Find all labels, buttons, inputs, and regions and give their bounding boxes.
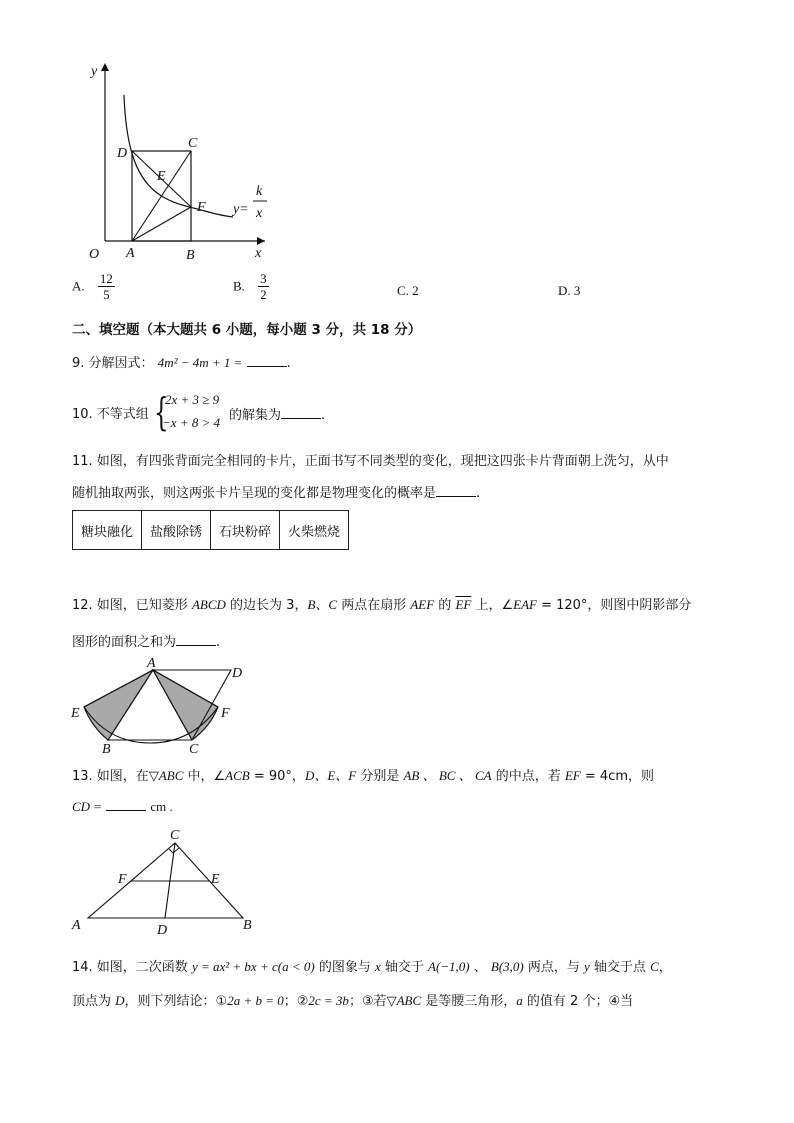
option-a-letter: A. bbox=[72, 278, 85, 294]
option-a bbox=[72, 271, 115, 302]
q10-answer-blank bbox=[281, 406, 321, 419]
q14-point-b: B(3,0) bbox=[490, 959, 524, 974]
option-d: D. 3 bbox=[558, 283, 581, 298]
q12-line-2 bbox=[72, 633, 220, 652]
q13-label-a: A bbox=[72, 918, 81, 933]
label-b: B bbox=[186, 248, 195, 263]
q13-label-b: B bbox=[243, 918, 252, 933]
q9-prefix: 9. 分解因式： bbox=[72, 356, 154, 371]
q13-label-f: F bbox=[118, 872, 127, 887]
option-b-num: 3 bbox=[260, 271, 267, 286]
card-2: 盐酸除锈 bbox=[142, 511, 211, 550]
q14-function: y = ax² + bx + c(a < 0) bbox=[191, 959, 315, 974]
q12-label-d: D bbox=[232, 666, 243, 681]
cards-table bbox=[72, 510, 349, 550]
q13-label-e: E bbox=[211, 872, 220, 887]
q13-text-a: 13. 如图，在 bbox=[72, 769, 149, 784]
label-e: E bbox=[157, 169, 166, 184]
q12-line-1 bbox=[72, 596, 691, 615]
rhombus-sector-figure bbox=[68, 655, 258, 755]
q12-aef: AEF bbox=[410, 597, 435, 612]
q12-label-b: B bbox=[102, 742, 111, 755]
label-x: x bbox=[255, 246, 262, 261]
y-axis-arrow bbox=[101, 63, 109, 71]
q9-expression: 4m² − 4m + 1 = bbox=[157, 355, 243, 370]
q14-line-1 bbox=[72, 958, 672, 977]
q12-text-e: 上，∠ bbox=[471, 598, 514, 613]
q12-label-f: F bbox=[221, 706, 230, 721]
q14-text-b: 的图象与 bbox=[314, 960, 375, 975]
q10-prefix: 10. 不等式组 bbox=[72, 407, 149, 422]
q14-text-l: 的值有 2 个；④当 bbox=[522, 994, 634, 1009]
q13-unit: cm . bbox=[150, 799, 173, 814]
q13-text-e: 的中点，若 bbox=[491, 769, 565, 784]
q12-bc: B、C bbox=[307, 597, 338, 612]
q10-inequality-2: −x + 8 > 4 bbox=[162, 415, 221, 430]
q13-line-1 bbox=[72, 767, 654, 786]
curve-label-den: x bbox=[256, 206, 263, 221]
q12-label-a: A bbox=[147, 656, 156, 671]
q13-triangle: ▽ABC bbox=[148, 768, 184, 783]
q14-triangle: ▽ABC bbox=[386, 993, 422, 1008]
q12-text-a: 12. 如图，已知菱形 bbox=[72, 598, 192, 613]
q12-eaf: EAF bbox=[513, 597, 537, 612]
q14-text-j: ；③若 bbox=[348, 994, 387, 1009]
q13-sides: AB 、 BC 、 CA bbox=[403, 768, 492, 783]
q13-answer-blank bbox=[106, 798, 146, 811]
question-9 bbox=[72, 354, 291, 373]
q13-ef: EF bbox=[564, 768, 581, 783]
q13-acb: ACB bbox=[225, 768, 250, 783]
q11-line-1: 11. 如图，有四张背面完全相同的卡片，正面书写不同类型的变化，现把这四张卡片背面朝上洗匀，从中 bbox=[72, 454, 669, 469]
q12-text-f: = 120°，则图中阴影部分 bbox=[536, 598, 692, 613]
label-d: D bbox=[117, 146, 128, 161]
q11-end: . bbox=[476, 486, 481, 501]
q12-text-c: 两点在扇形 bbox=[337, 598, 411, 613]
q11-line-2 bbox=[72, 484, 480, 503]
q14-text-k: 是等腰三角形， bbox=[421, 994, 517, 1009]
q12-label-e: E bbox=[71, 706, 80, 721]
q14-text-f: ， bbox=[658, 960, 672, 975]
q12-text-b: 的边长为 3， bbox=[225, 598, 308, 613]
q14-text-i: ；② bbox=[283, 994, 309, 1009]
label-o: O bbox=[89, 247, 100, 262]
q14-text-a: 14. 如图，二次函数 bbox=[72, 960, 192, 975]
curve-label-num: k bbox=[256, 184, 263, 199]
hyperbola-curve bbox=[124, 95, 233, 217]
q10-tail bbox=[229, 406, 325, 425]
q14-text-h: ，则下列结论：① bbox=[124, 994, 228, 1009]
card-1: 糖块融化 bbox=[73, 511, 142, 550]
hyperbola-figure bbox=[75, 55, 275, 265]
q13-text-c: = 90°， bbox=[249, 769, 305, 784]
option-a-num: 12 bbox=[99, 271, 113, 286]
q12-arc-ef: $\overline{EF}$ bbox=[455, 597, 472, 612]
q13-text-b: 中，∠ bbox=[183, 769, 226, 784]
q14-y-var: y bbox=[584, 959, 590, 974]
q14-point-d: D bbox=[115, 993, 125, 1008]
card-3: 石块粉碎 bbox=[211, 511, 280, 550]
label-c: C bbox=[188, 136, 198, 151]
q11-line-2-text: 随机抽取两张，则这两张卡片呈现的变化都是物理变化的概率是 bbox=[72, 486, 437, 501]
shaded-region-left bbox=[84, 670, 153, 740]
cards-row bbox=[73, 511, 349, 550]
q10-suffix: 的解集为 bbox=[229, 408, 282, 423]
q12-end: . bbox=[216, 635, 221, 650]
shaded-region-right bbox=[153, 670, 218, 740]
card-4: 火柴燃烧 bbox=[280, 511, 349, 550]
q14-line-2 bbox=[72, 992, 633, 1011]
q14-a-var: a bbox=[516, 993, 523, 1008]
segment-af bbox=[132, 207, 191, 241]
q13-cd: CD = bbox=[72, 799, 103, 814]
q10-end: . bbox=[321, 408, 326, 423]
option-c: C. 2 bbox=[397, 283, 419, 298]
label-y: y bbox=[91, 64, 98, 79]
option-b-letter: B. bbox=[233, 278, 245, 294]
q9-answer-blank bbox=[247, 354, 287, 367]
q13-text-d: 分别是 bbox=[356, 769, 404, 784]
q9-suffix: . bbox=[286, 356, 291, 371]
q11-answer-blank bbox=[436, 484, 476, 497]
q14-conclusion-2: 2c = 3b bbox=[308, 993, 349, 1008]
q10-inequality-1: 2x + 3 ≥ 9 bbox=[165, 392, 220, 407]
curve-label-lhs: y= bbox=[233, 202, 249, 217]
q14-x-var: x bbox=[374, 959, 381, 974]
option-b-den: 2 bbox=[260, 287, 267, 302]
q14-text-d: 两点，与 bbox=[523, 960, 585, 975]
option-a-den: 5 bbox=[103, 287, 110, 302]
option-b bbox=[233, 271, 269, 302]
label-f: F bbox=[197, 200, 206, 215]
q13-def: D、E、F bbox=[304, 768, 357, 783]
q14-text-c: 轴交于 bbox=[380, 960, 428, 975]
q14-text-g: 顶点为 bbox=[72, 994, 116, 1009]
q12-answer-blank bbox=[176, 633, 216, 646]
q13-text-f: = 4cm，则 bbox=[580, 769, 654, 784]
q13-line-2 bbox=[72, 798, 173, 817]
question-10 bbox=[72, 406, 149, 424]
q13-label-c: C bbox=[170, 828, 180, 843]
x-axis-arrow bbox=[257, 237, 265, 245]
q10-brace: { bbox=[154, 390, 169, 434]
triangle-figure bbox=[68, 825, 268, 940]
q14-separator: 、 bbox=[469, 960, 491, 975]
q12-text-d: 的 bbox=[434, 598, 456, 613]
q14-point-a: A(−1,0) bbox=[428, 959, 470, 974]
q14-conclusion-1: 2a + b = 0 bbox=[227, 993, 284, 1008]
option-a-fraction bbox=[98, 271, 115, 302]
section-title: 二、填空题（本大题共 6 小题，每小题 3 分，共 18 分） bbox=[72, 322, 422, 338]
q12-abcd: ABCD bbox=[191, 597, 226, 612]
q12-line-2-text: 图形的面积之和为 bbox=[72, 635, 177, 650]
q14-text-e: 轴交于点 bbox=[589, 960, 651, 975]
q14-point-c: C bbox=[650, 959, 659, 974]
option-b-fraction bbox=[258, 271, 269, 302]
q13-label-d: D bbox=[157, 923, 168, 938]
label-a: A bbox=[126, 246, 135, 261]
q12-label-c: C bbox=[189, 742, 199, 755]
